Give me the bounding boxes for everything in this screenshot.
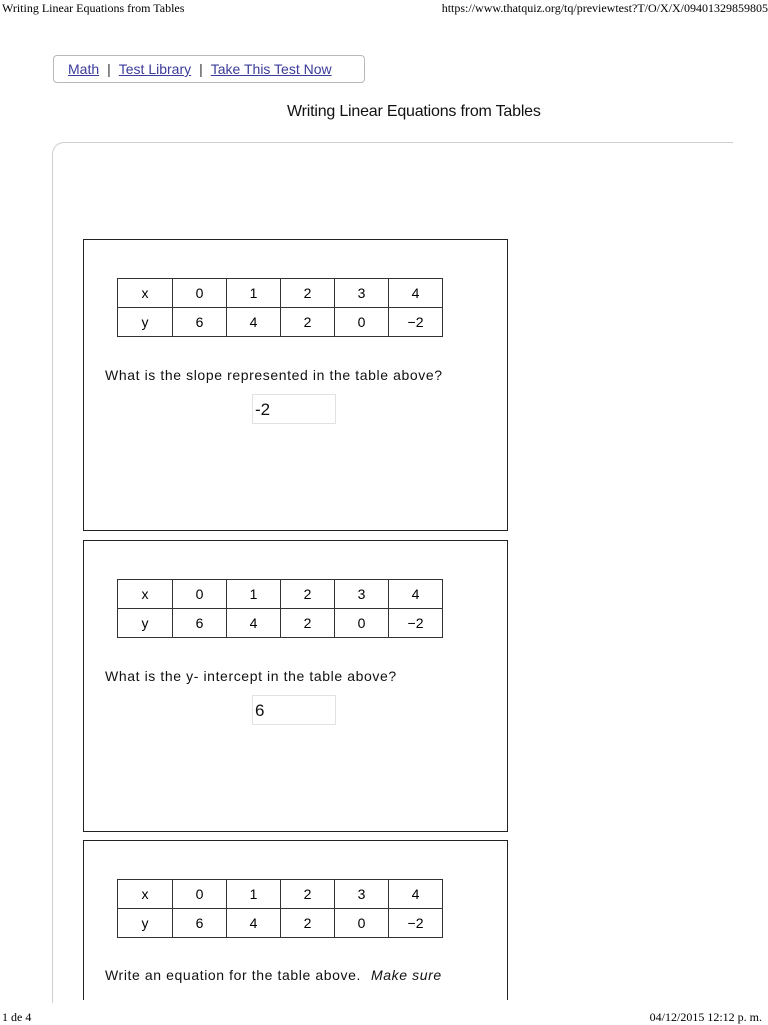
table-cell: 0 bbox=[335, 308, 389, 337]
table-cell: 2 bbox=[281, 308, 335, 337]
table-cell: 2 bbox=[281, 279, 335, 308]
table-cell: 3 bbox=[335, 580, 389, 609]
xy-table bbox=[117, 579, 443, 638]
nav-bar bbox=[53, 55, 365, 83]
question-text-main: Write an equation for the table above. bbox=[105, 967, 362, 983]
table-cell: 4 bbox=[389, 279, 443, 308]
table-cell: 4 bbox=[227, 609, 281, 638]
table-cell: 4 bbox=[227, 308, 281, 337]
y-label: y bbox=[118, 308, 173, 337]
table-cell: 0 bbox=[173, 880, 227, 909]
x-label: x bbox=[118, 580, 173, 609]
xy-table bbox=[117, 879, 443, 938]
table-cell: 4 bbox=[227, 909, 281, 938]
test-library-link[interactable]: Test Library bbox=[118, 61, 192, 77]
table-cell: 1 bbox=[227, 580, 281, 609]
table-cell: 6 bbox=[173, 308, 227, 337]
y-label: y bbox=[118, 909, 173, 938]
table-cell: 6 bbox=[173, 909, 227, 938]
table-cell: 0 bbox=[335, 609, 389, 638]
table-cell: 2 bbox=[281, 880, 335, 909]
table-cell: 3 bbox=[335, 279, 389, 308]
table-cell: 4 bbox=[389, 880, 443, 909]
table-cell: 2 bbox=[281, 909, 335, 938]
table-cell: 6 bbox=[173, 609, 227, 638]
table-cell: 2 bbox=[281, 609, 335, 638]
question-text: What is the y- intercept in the table above? bbox=[105, 668, 397, 684]
xy-table bbox=[117, 278, 443, 337]
take-test-link[interactable]: Take This Test Now bbox=[210, 61, 332, 77]
table-cell: 2 bbox=[281, 580, 335, 609]
question-card-3 bbox=[83, 840, 508, 1000]
table-cell: 0 bbox=[335, 909, 389, 938]
question-text: What is the slope represented in the table above? bbox=[105, 367, 443, 383]
nav-separator: | bbox=[199, 61, 203, 77]
table-cell: 0 bbox=[173, 279, 227, 308]
table-cell: 4 bbox=[389, 580, 443, 609]
page-title: Writing Linear Equations from Tables bbox=[287, 103, 541, 120]
answer-input[interactable]: 6 bbox=[252, 695, 336, 725]
x-label: x bbox=[118, 279, 173, 308]
table-cell: 1 bbox=[227, 880, 281, 909]
question-text-italic: Make sure bbox=[371, 967, 442, 983]
table-cell: 1 bbox=[227, 279, 281, 308]
print-footer-date: 04/12/2015 12:12 p. m. bbox=[649, 1010, 762, 1024]
nav-separator: | bbox=[107, 61, 111, 77]
print-footer-page: 1 de 4 bbox=[2, 1010, 32, 1024]
table-cell: −2 bbox=[389, 909, 443, 938]
x-label: x bbox=[118, 880, 173, 909]
question-text bbox=[105, 967, 442, 983]
question-card-1 bbox=[83, 239, 508, 531]
table-cell: 3 bbox=[335, 880, 389, 909]
print-header-title: Writing Linear Equations from Tables bbox=[2, 1, 185, 15]
answer-input[interactable]: -2 bbox=[252, 394, 336, 424]
question-card-2 bbox=[83, 540, 508, 832]
y-label: y bbox=[118, 609, 173, 638]
table-cell: −2 bbox=[389, 609, 443, 638]
table-cell: 0 bbox=[173, 580, 227, 609]
print-header-url: https://www.thatquiz.org/tq/previewtest?T/O/X/X/09401329859805 bbox=[441, 1, 768, 15]
math-link[interactable]: Math bbox=[68, 61, 100, 77]
table-cell: −2 bbox=[389, 308, 443, 337]
